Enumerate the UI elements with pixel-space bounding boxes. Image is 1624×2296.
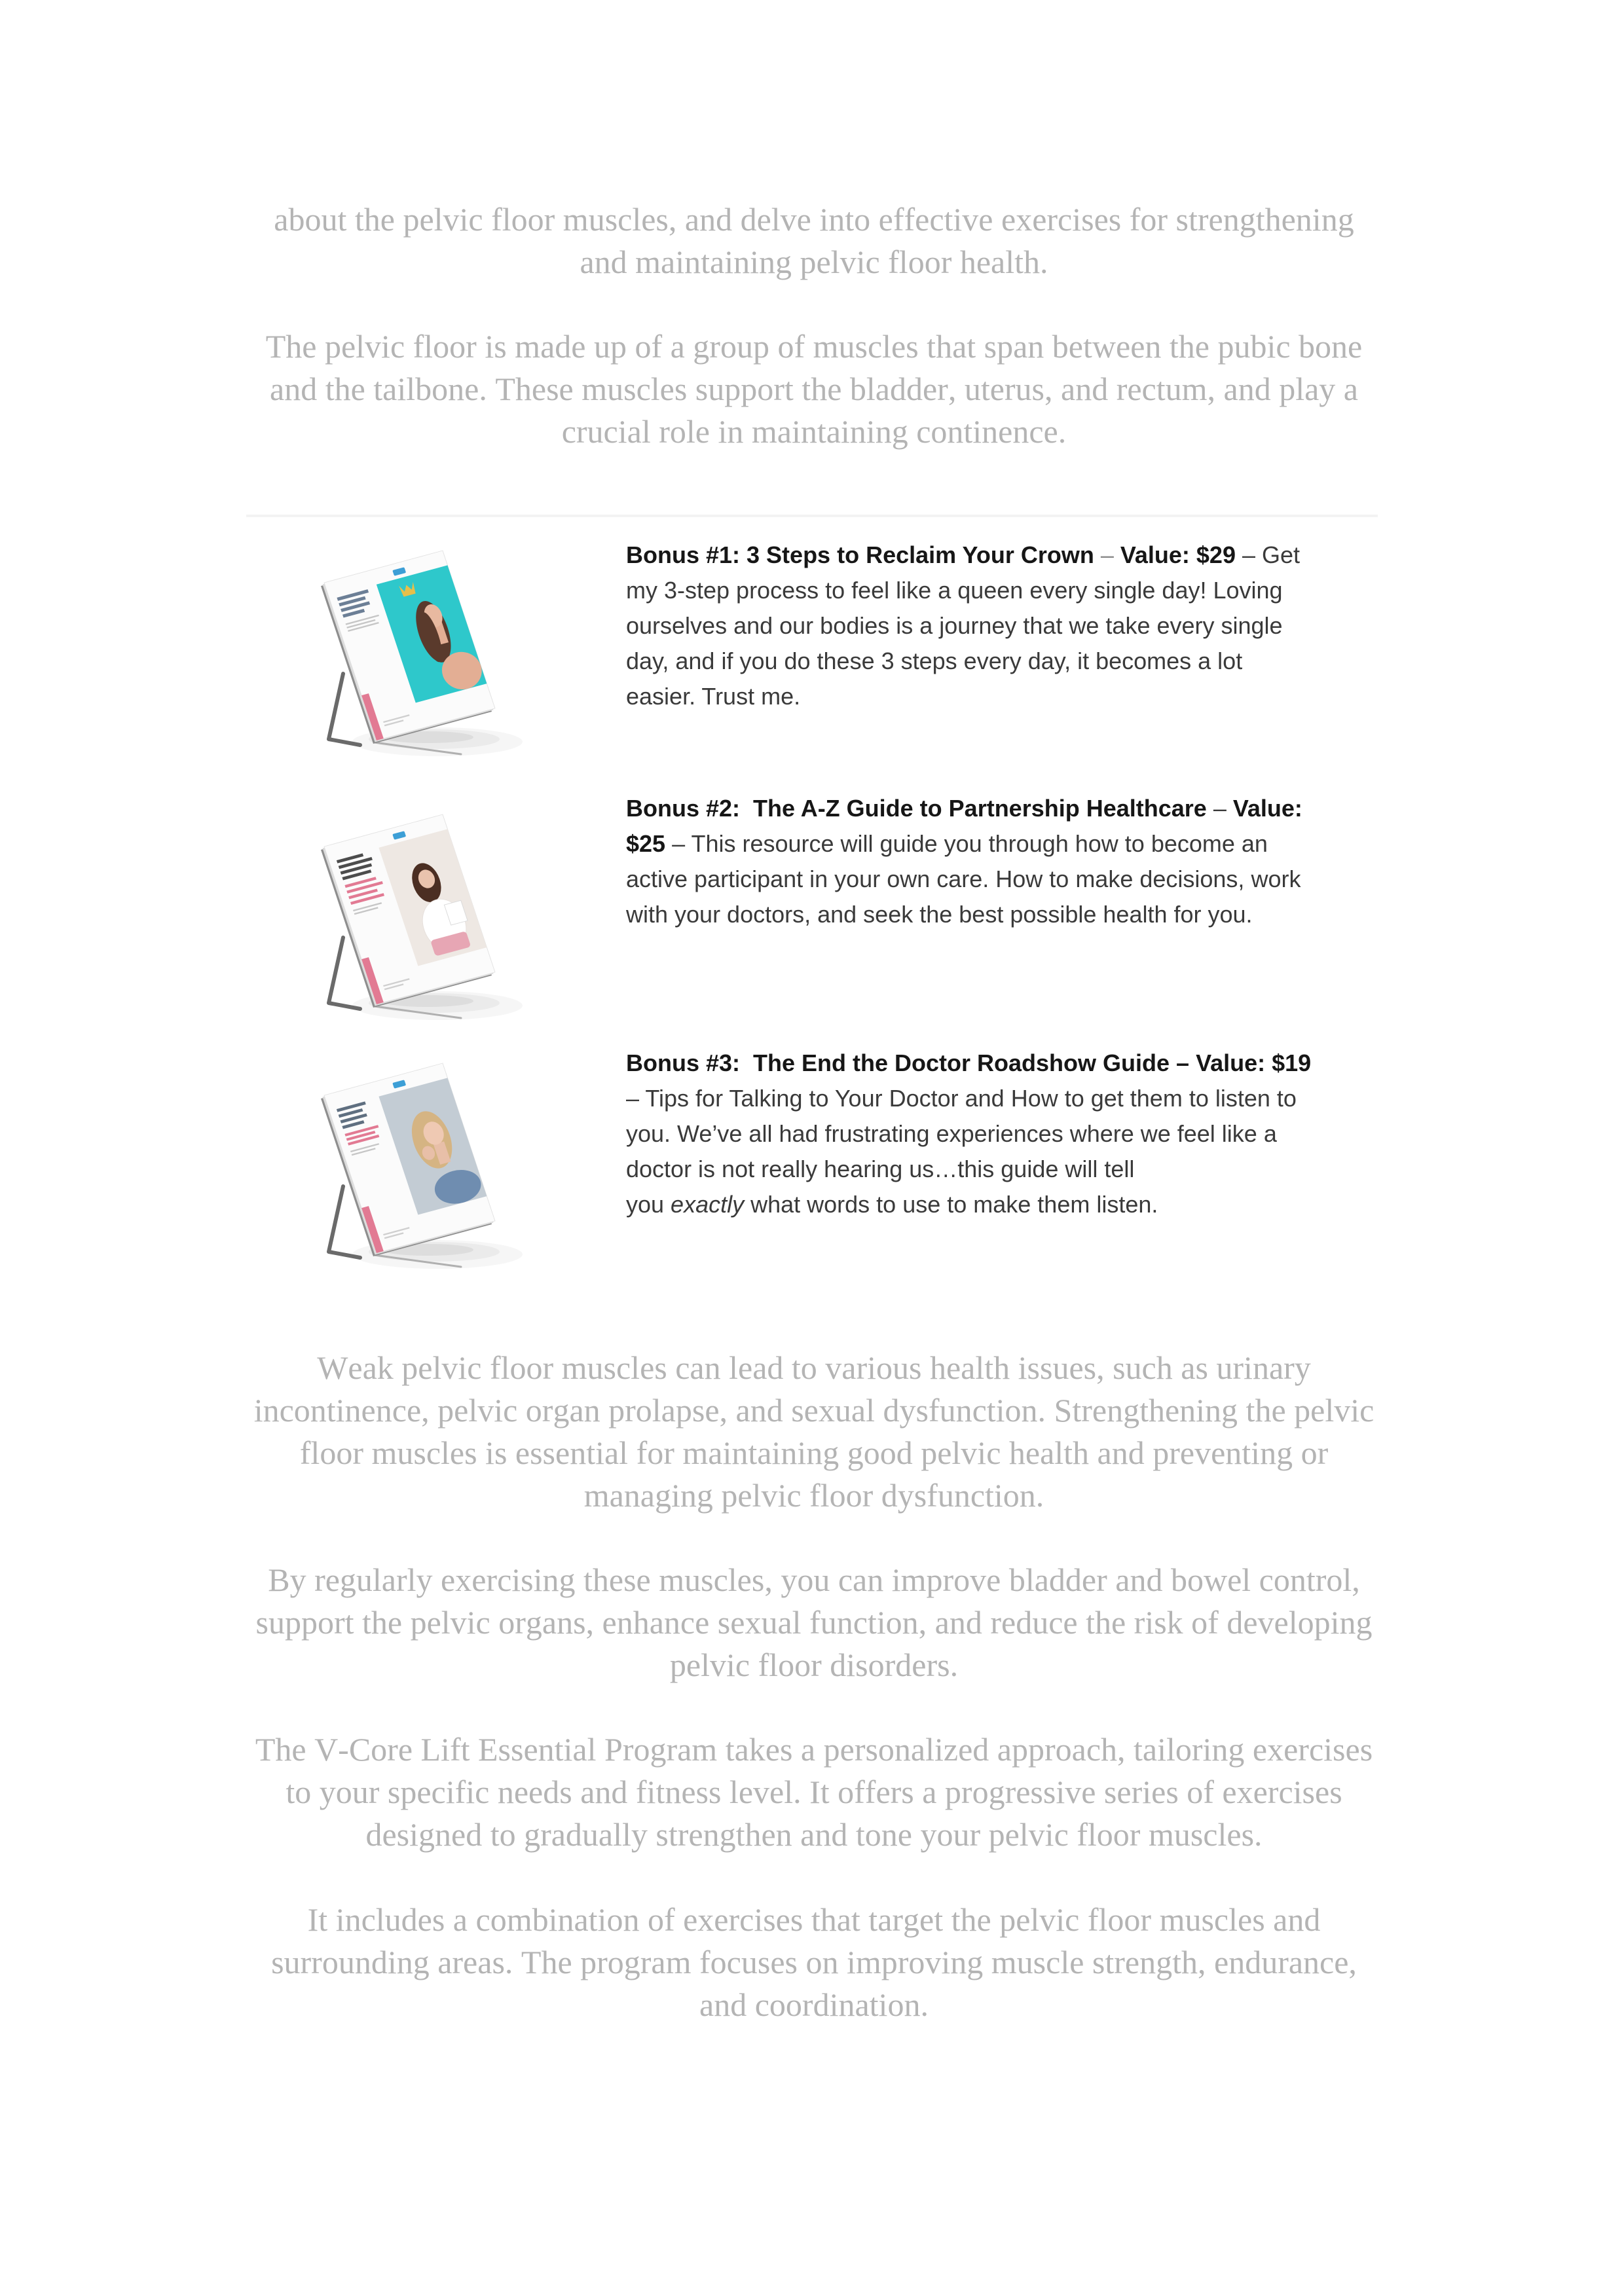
bonus-line — [626, 1187, 1311, 1222]
bonus-title: Bonus #2: The A-Z Guide to Partnership Healthcare — [626, 795, 1207, 822]
paragraph-line: support the pelvic organs, enhance sexual function, and reduce the risk of developing — [255, 1604, 1373, 1641]
bonus-separator: – — [1206, 795, 1233, 822]
section-divider — [246, 515, 1378, 517]
bonus-line: doctor is not really hearing us…this guide will tell — [626, 1156, 1135, 1182]
paragraph-line: The pelvic floor is made up of a group of muscles that span between the pubic bone — [265, 328, 1363, 365]
bonus-line — [626, 826, 1302, 862]
bonus-line: you. We’ve all had frustrating experiences where we feel like a — [626, 1120, 1277, 1147]
bonus-line: my 3-step process to feel like a queen every single day! Loving — [626, 577, 1283, 604]
paragraph-line: It includes a combination of exercises that target the pelvic floor muscles and — [307, 1901, 1321, 1938]
paragraph-line: floor muscles is essential for maintaining good pelvic health and preventing or — [299, 1434, 1329, 1471]
bonus-description: – Get — [1235, 541, 1301, 568]
paragraph-line: to your specific needs and fitness level. It offers a progressive series of exercises — [286, 1774, 1342, 1810]
bonus-line — [626, 791, 1302, 826]
bonus-line — [626, 538, 1300, 573]
paragraph-line: and maintaining pelvic floor health. — [580, 244, 1048, 280]
bonus-value: Value: $29 — [1120, 541, 1236, 568]
bonus-separator: – — [1094, 541, 1120, 568]
body-paragraph — [249, 1728, 1379, 1856]
bonus-line: easier. Trust me. — [626, 683, 801, 710]
bonus-line: active participant in your own care. How to make decisions, work — [626, 866, 1301, 892]
bonus-1-cover-image — [313, 543, 523, 759]
bonus-line: with your doctors, and seek the best possible health for you. — [626, 901, 1253, 928]
body-paragraph — [249, 1347, 1379, 1517]
body-paragraph — [249, 198, 1379, 283]
paragraph-line: designed to gradually strengthen and tone your pelvic floor muscles. — [365, 1816, 1263, 1853]
body-paragraph — [249, 325, 1379, 453]
bonus-title: Bonus #1: 3 Steps to Reclaim Your Crown — [626, 541, 1094, 568]
bonus-value-amount: $25 — [626, 830, 666, 857]
paragraph-line: surrounding areas. The program focuses on improving muscle strength, endurance, — [271, 1944, 1357, 1980]
paragraph-line: and coordination. — [699, 1986, 929, 2023]
bonus-line: – Tips for Talking to Your Doctor and How to get them to listen to — [626, 1085, 1297, 1112]
paragraph-line: incontinence, pelvic organ prolapse, and sexual dysfunction. Strengthening the pelvic — [253, 1392, 1375, 1429]
booklet-cover — [324, 1063, 495, 1253]
paragraph-line: pelvic floor disorders. — [669, 1647, 959, 1683]
bonus-description: – This resource will guide you through how to become an — [665, 830, 1268, 857]
paragraph-line: managing pelvic floor dysfunction. — [583, 1477, 1044, 1514]
bonus-2-text — [626, 791, 1302, 932]
bonus-value: Value: — [1232, 795, 1302, 822]
booklet-cover — [324, 814, 495, 1004]
bonus-description: what words to use to make them listen. — [744, 1191, 1158, 1218]
body-paragraph — [249, 1899, 1379, 2026]
bonus-title: Bonus #3: The End the Doctor Roadshow Guide – Value: $19 — [626, 1049, 1312, 1076]
paragraph-line: Weak pelvic floor muscles can lead to various health issues, such as urinary — [317, 1349, 1311, 1386]
paragraph-line: The V-Core Lift Essential Program takes a personalized approach, tailoring exercises — [255, 1731, 1373, 1768]
bonus-line: day, and if you do these 3 steps every day, it becomes a lot — [626, 647, 1243, 674]
bonus-2-cover-image — [313, 807, 523, 1023]
bonus-1-text — [626, 538, 1300, 714]
paragraph-line: and the tailbone. These muscles support the bladder, uterus, and rectum, and play a — [270, 371, 1358, 407]
paragraph-line: By regularly exercising these muscles, you can improve bladder and bowel control, — [268, 1561, 1360, 1598]
booklet-cover — [324, 551, 495, 740]
bonus-emphasis: exactly — [671, 1191, 745, 1218]
bonus-3-cover-image — [313, 1055, 523, 1271]
bonus-line: ourselves and our bodies is a journey that we take every single — [626, 612, 1283, 639]
paragraph-line: about the pelvic floor muscles, and delve into effective exercises for strengthening — [274, 201, 1354, 238]
bonus-3-text — [626, 1046, 1311, 1222]
paragraph-line: crucial role in maintaining continence. — [561, 413, 1067, 450]
bonus-description: you — [626, 1191, 671, 1218]
body-paragraph — [249, 1559, 1379, 1686]
